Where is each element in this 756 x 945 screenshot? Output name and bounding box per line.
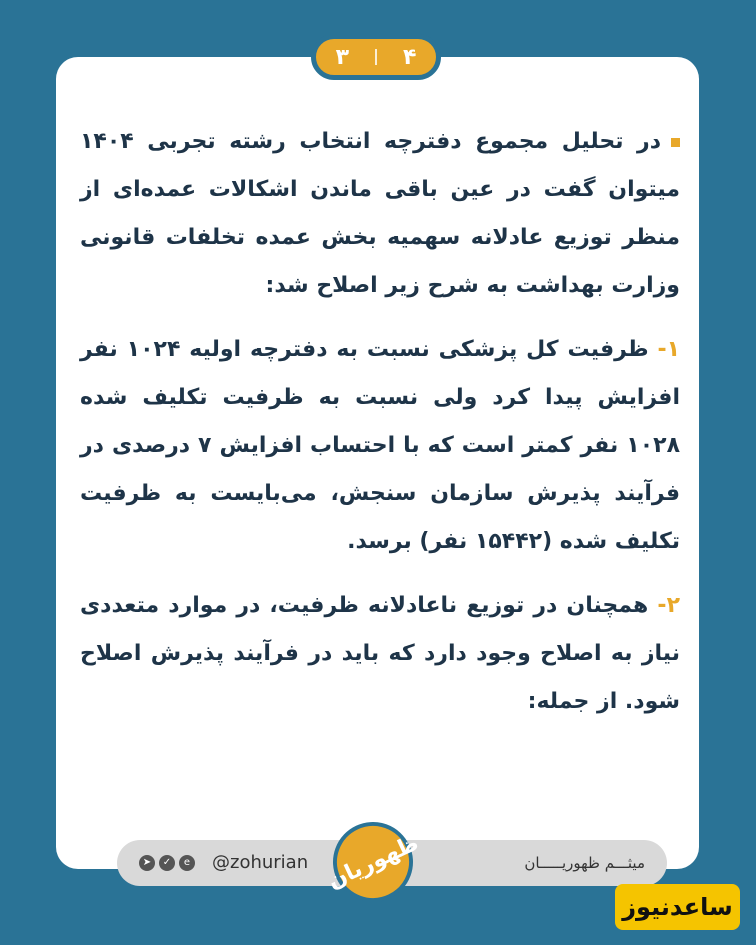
point-number: ۲-	[657, 593, 680, 618]
point-2: ۲- همچنان در توزیع ناعادلانه ظرفیت، در موارد متعددی نیاز به اصلاح وجود دارد که باید در فرآیند پذیرش اصلاح شود. از جمله:	[80, 593, 680, 714]
article-body	[80, 118, 680, 742]
intro-paragraph: در تحلیل مجموع دفترچه انتخاب رشته تجربی ۱۴۰۴ میتوان گفت در عین باقی ماندن اشکالات عمده‌ای از منظر توزیع عادلانه سهمیه بخش عمده تخلفات قانونی وزارت بهداشت به شرح زیر اصلاح شد:	[80, 129, 680, 298]
telegram-icon[interactable]: ➤	[139, 855, 155, 871]
social-handle[interactable]: @zohurian	[212, 852, 309, 873]
point-1: ۱- ظرفیت کل پزشکی نسبت به دفترچه اولیه ۱۰۲۴ نفر افزایش پیدا کرد ولی نسبت به ظرفیت تکلیف شده ۱۰۲۸ نفر کمتر است که با احتساب افزایش ۷ درصدی در فرآیند پذیرش سازمان سنجش، می‌بایست به ظرفیت تکلیف شده (۱۵۴۴۲ نفر) برسد.	[80, 337, 681, 554]
eitaa-icon[interactable]: e	[179, 855, 195, 871]
saednews-watermark: ساعدنیوز	[615, 884, 740, 930]
current-page: ۴	[403, 44, 417, 70]
author-name: میثـــم ظهوریـــــان	[524, 854, 645, 872]
bullet-icon	[671, 138, 680, 147]
zohurian-logo: ظهوریان	[320, 809, 426, 915]
total-pages: ۳	[335, 44, 349, 70]
check-icon[interactable]: ✓	[159, 855, 175, 871]
page-indicator	[311, 34, 441, 80]
pager-divider	[375, 49, 377, 65]
social-icons	[139, 855, 195, 871]
point-number: ۱-	[657, 337, 681, 362]
